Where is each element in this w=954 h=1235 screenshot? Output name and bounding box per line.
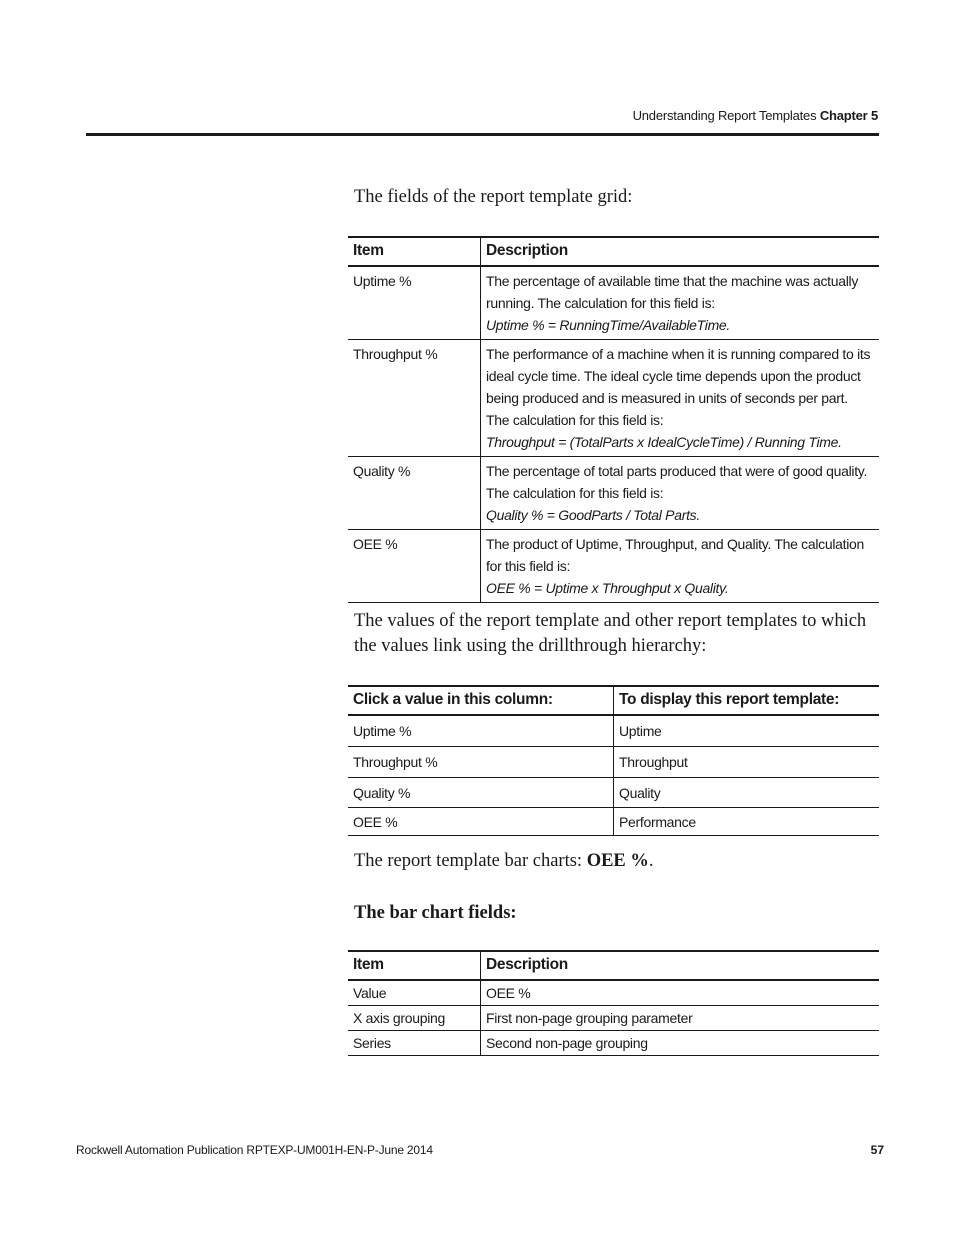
column-header-item: Item	[348, 237, 481, 266]
formula-value: OEE % = Uptime x Throughput x Quality	[486, 580, 725, 596]
formula-text: Throughput = (TotalParts x IdealCycleTime) / Running Time.	[486, 434, 842, 450]
row-description: First non-page grouping parameter	[481, 1006, 880, 1031]
header-section-title: Understanding Report Templates	[632, 108, 817, 123]
column-header-display-template: To display this report template:	[614, 686, 880, 715]
description-text: The percentage of available time that the machine was actually running. The calculation for this field is:	[486, 273, 859, 311]
row-display-template: Throughput	[614, 747, 880, 778]
bar-charts-value: OEE %	[586, 851, 649, 871]
footer-page-number: 57	[870, 1143, 884, 1157]
intro-grid-text: The fields of the report template grid:	[354, 187, 633, 207]
table-header-row	[348, 237, 879, 266]
row-description	[481, 266, 880, 340]
row-item: Throughput %	[348, 340, 481, 457]
row-click-value: Uptime %	[348, 715, 614, 747]
report-grid-fields-table	[348, 236, 879, 603]
table-header-row	[348, 686, 879, 715]
row-description: OEE %	[481, 980, 880, 1006]
column-header-description: Description	[481, 237, 880, 266]
row-item: Series	[348, 1031, 481, 1056]
row-item: Quality %	[348, 457, 481, 530]
table-row	[348, 808, 879, 836]
table-row	[348, 266, 879, 340]
row-item: Value	[348, 980, 481, 1006]
description-text: The performance of a machine when it is running compared to its ideal cycle time. The ideal cycle time depends upon the product being produced and is measured in units of seconds per part. The calculation for this field is:	[486, 346, 871, 428]
table-row	[348, 715, 879, 747]
table-header-row	[348, 951, 879, 980]
row-display-template: Uptime	[614, 715, 880, 747]
table-row	[348, 340, 879, 457]
table-row	[348, 778, 879, 808]
table-row	[348, 747, 879, 778]
description-text: The product of Uptime, Throughput, and Quality. The calculation for this field is:	[486, 536, 864, 574]
formula-text: Uptime % = RunningTime/AvailableTime.	[486, 317, 731, 333]
column-header-description: Description	[481, 951, 880, 980]
column-header-click-value: Click a value in this column:	[348, 686, 614, 715]
bar-chart-fields-table	[348, 950, 879, 1056]
running-header	[633, 108, 878, 123]
row-display-template: Performance	[614, 808, 880, 836]
row-description	[481, 340, 880, 457]
formula-value: Quality % = GoodParts / Total Parts	[486, 507, 697, 523]
footer-publication: Rockwell Automation Publication RPTEXP-UM001H-EN-P-June 2014	[76, 1143, 433, 1157]
table-row	[348, 1031, 879, 1056]
row-item: OEE %	[348, 530, 481, 603]
formula-text: OEE % = Uptime x Throughput x Quality.	[486, 580, 729, 596]
description-text: The percentage of total parts produced that were of good quality. The calculation for this field is:	[486, 463, 868, 501]
formula-value: Throughput = (TotalParts x IdealCycleTime) / Running Time	[486, 434, 839, 450]
intro-drill-text: The values of the report template and other report templates to which the values link using the drillthrough hierarchy:	[354, 611, 867, 656]
row-click-value: Quality %	[348, 778, 614, 808]
table-row	[348, 457, 879, 530]
row-display-template: Quality	[614, 778, 880, 808]
bar-charts-label: The report template bar charts:	[354, 851, 583, 871]
drillthrough-table	[348, 685, 879, 836]
bar-charts-text: The report template bar charts: OEE %.	[354, 851, 654, 871]
row-item: Uptime %	[348, 266, 481, 340]
row-description	[481, 457, 880, 530]
row-item: X axis grouping	[348, 1006, 481, 1031]
row-click-value: Throughput %	[348, 747, 614, 778]
table-row	[348, 1006, 879, 1031]
column-header-item: Item	[348, 951, 481, 980]
formula-text: Quality % = GoodParts / Total Parts.	[486, 507, 700, 523]
row-click-value: OEE %	[348, 808, 614, 836]
table-row	[348, 980, 879, 1006]
header-rule	[86, 133, 879, 136]
row-description: Second non-page grouping	[481, 1031, 880, 1056]
row-description	[481, 530, 880, 603]
header-chapter: Chapter 5	[819, 108, 878, 123]
formula-value: Uptime % = RunningTime/AvailableTime	[486, 317, 727, 333]
bar-fields-heading: The bar chart fields:	[354, 903, 517, 923]
table-row	[348, 530, 879, 603]
